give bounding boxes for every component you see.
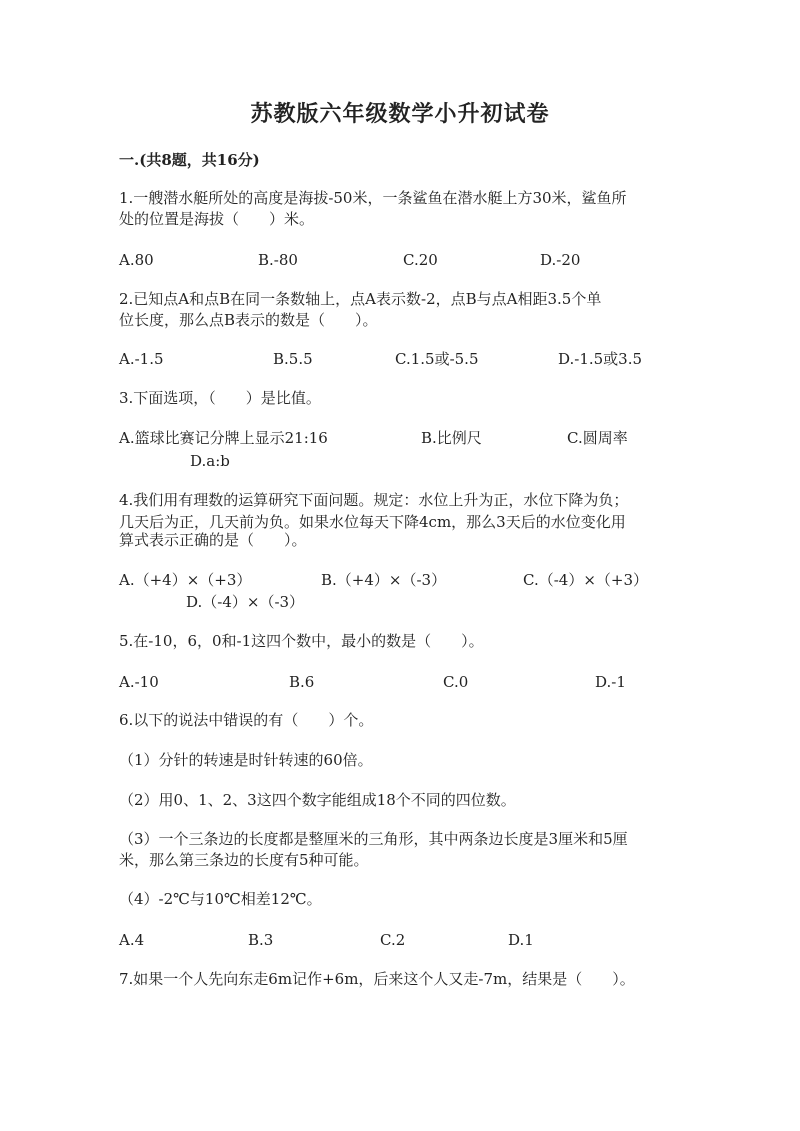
question-4-text-line1: 4.我们用有理数的运算研究下面问题。规定：水位上升为正，水位下降为负； [119, 491, 629, 509]
question-4-text-line3: 算式表示正确的是（ ）。 [119, 531, 307, 549]
question-6-statement-3-line1: （3）一个三条边的长度都是整厘米的三角形，其中两条边长度是3厘米和5厘 [119, 830, 628, 848]
question-6-option-b: B.3 [248, 931, 274, 949]
question-5-text: 5.在-10，6，0和-1这四个数中，最小的数是（ ）。 [119, 632, 484, 650]
question-4-text-line2: 几天后为正，几天前为负。如果水位每天下降4cm，那么3天后的水位变化用 [119, 513, 626, 531]
question-1-option-d: D.-20 [540, 251, 581, 269]
question-3-option-a: A.篮球比赛记分牌上显示21:16 [119, 429, 328, 447]
question-2-option-d: D.-1.5或3.5 [558, 350, 643, 368]
question-1-text-line1: 1.一艘潜水艇所处的高度是海拔-50米，一条鲨鱼在潜水艇上方30米，鲨鱼所 [119, 189, 627, 207]
question-4-option-c: C.（-4）×（+3） [523, 571, 649, 589]
question-6-statement-1: （1）分针的转速是时针转速的60倍。 [119, 751, 373, 769]
question-3-option-c: C.圆周率 [567, 429, 628, 447]
question-6-option-c: C.2 [380, 931, 406, 949]
question-6-statement-2: （2）用0、1、2、3这四个数字能组成18个不同的四位数。 [119, 791, 516, 809]
question-6-statement-4: （4）-2℃与10℃相差12℃。 [119, 890, 322, 908]
question-2-text-line2: 位长度，那么点B表示的数是（ ）。 [119, 311, 378, 329]
question-3-option-d: D.a:b [190, 452, 230, 470]
question-6-statement-3-line2: 米，那么第三条边的长度有5种可能。 [119, 851, 369, 869]
question-5-option-b: B.6 [289, 673, 315, 691]
question-3-option-b: B.比例尺 [421, 429, 482, 447]
section-heading: 一.(共8题，共16分) [119, 151, 260, 169]
question-5-option-c: C.0 [443, 673, 469, 691]
question-1-text-line2: 处的位置是海拔（ ）米。 [119, 210, 315, 228]
question-1-option-b: B.-80 [258, 251, 298, 269]
question-4-option-a: A.（+4）×（+3） [119, 571, 252, 589]
question-6-text: 6.以下的说法中错误的有（ ）个。 [119, 711, 374, 729]
question-2-option-a: A.-1.5 [119, 350, 164, 368]
question-4-option-b: B.（+4）×（-3） [321, 571, 447, 589]
question-7-text: 7.如果一个人先向东走6m记作+6m，后来这个人又走-7m，结果是（ ）。 [119, 970, 635, 988]
question-5-option-d: D.-1 [595, 673, 626, 691]
question-3-text: 3.下面选项，（ ）是比值。 [119, 389, 321, 407]
question-2-option-c: C.1.5或-5.5 [395, 350, 479, 368]
question-6-option-a: A.4 [119, 931, 145, 949]
question-5-option-a: A.-10 [119, 673, 159, 691]
question-1-option-c: C.20 [403, 251, 438, 269]
question-2-text-line1: 2.已知点A和点B在同一条数轴上，点A表示数-2，点B与点A相距3.5个单 [119, 290, 602, 308]
question-4-option-d: D.（-4）×（-3） [186, 593, 305, 611]
question-1-option-a: A.80 [119, 251, 154, 269]
page-title: 苏教版六年级数学小升初试卷 [250, 101, 550, 127]
question-6-option-d: D.1 [508, 931, 534, 949]
question-2-option-b: B.5.5 [273, 350, 313, 368]
